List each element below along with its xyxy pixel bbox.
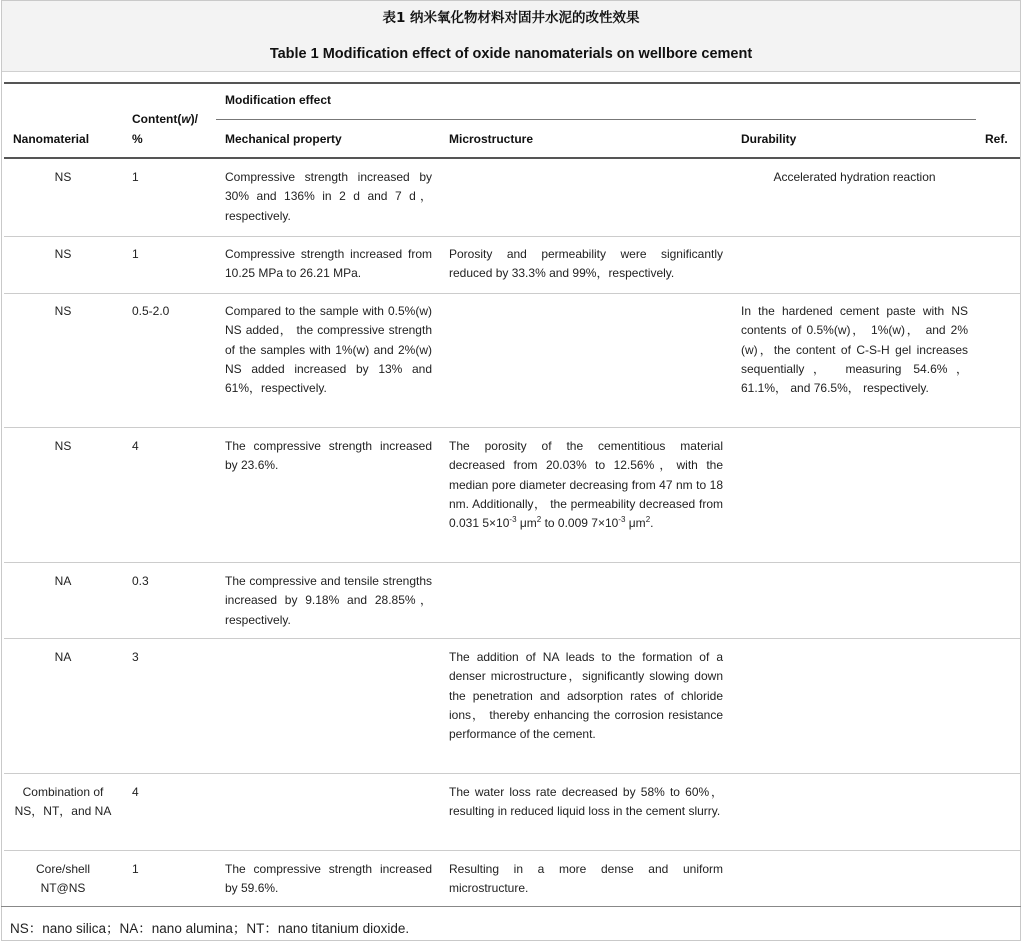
- header-mechanical: Mechanical property: [225, 132, 342, 146]
- row-divider: [4, 562, 1020, 563]
- row6-material: NA: [54, 650, 72, 664]
- table-title-cn: 表1 纳米氧化物材料对固井水泥的改性效果: [382, 10, 640, 26]
- row-divider: [4, 427, 1020, 428]
- row3-mechanical: Compared to the sample with 0.5%(w) NS added， the compressive strength of the samples with 1%(w) and 2%(w) NS added increased by 13% and 61%，respectively.: [225, 304, 432, 396]
- row3-material: NS: [54, 304, 72, 318]
- row7-microstructure: The water loss rate decreased by 58% to 60%，resulting in reduced liquid loss in the cement slurry.: [449, 785, 723, 819]
- row5-mechanical: The compressive and tensile strengths increased by 9.18% and 28.85%，respectively.: [225, 574, 432, 627]
- header-content: Content(w)/: [132, 112, 199, 126]
- row2-mechanical: Compressive strength increased from 10.25 MPa to 26.21 MPa.: [225, 247, 432, 281]
- group-rule: [216, 119, 976, 120]
- row1-content: 1: [132, 170, 139, 184]
- header-ref: Ref.: [985, 132, 1008, 146]
- row2-content: 1: [132, 247, 139, 261]
- row8-material: Core/shell NT@NS: [35, 862, 91, 896]
- bottom-rule: [1, 906, 1021, 907]
- header-rule: [4, 157, 1020, 159]
- header-microstructure: Microstructure: [449, 132, 534, 146]
- row1-durability: Accelerated hydration reaction: [773, 170, 936, 184]
- row7-material: Combination of NS，NT，and NA: [14, 785, 112, 819]
- header-nanomaterial: Nanomaterial: [13, 132, 90, 146]
- row8-microstructure: Resulting in a more dense and uniform microstructure.: [449, 862, 723, 896]
- top-rule: [4, 82, 1020, 84]
- row-divider: [4, 850, 1020, 851]
- row6-microstructure: The addition of NA leads to the formation of a denser microstructure，significantly slowing down the penetration and adsorption rates of chloride ions， thereby enhancing the corrosion resistance performance of the cement.: [449, 650, 723, 742]
- row3-content: 0.5-2.0: [132, 304, 170, 318]
- row5-material: NA: [54, 574, 72, 588]
- row-divider: [4, 236, 1020, 237]
- row4-material: NS: [54, 439, 72, 453]
- header-modification: Modification effect: [225, 93, 332, 107]
- row4-mechanical: The compressive strength increased by 23.6%.: [225, 439, 432, 473]
- row8-mechanical: The compressive strength increased by 59.6%.: [225, 862, 432, 896]
- row8-content: 1: [132, 862, 139, 876]
- row7-content: 4: [132, 785, 139, 799]
- row-divider: [4, 293, 1020, 294]
- row3-durability: In the hardened cement paste with NS contents of 0.5%(w)， 1%(w)， and 2%(w)，the content of C-S-H gel increases sequentially， measuring 54.6%， 61.1%， and 76.5%， respectively.: [741, 304, 968, 396]
- row-divider: [4, 773, 1020, 774]
- row6-content: 3: [132, 650, 139, 664]
- header-durability: Durability: [741, 132, 797, 146]
- row5-content: 0.3: [132, 574, 149, 588]
- header-content-unit: %: [132, 132, 143, 146]
- row1-material: NS: [54, 170, 72, 184]
- row-divider: [4, 638, 1020, 639]
- row2-material: NS: [54, 247, 72, 261]
- row4-content: 4: [132, 439, 139, 453]
- table-footnote: NS：nano silica；NA：nano alumina；NT：nano titanium dioxide.: [10, 921, 410, 936]
- caption-band: [2, 1, 1020, 72]
- row2-microstructure: Porosity and permeability were significantly reduced by 33.3% and 99%，respectively.: [449, 247, 723, 281]
- row4-microstructure: The porosity of the cementitious material decreased from 20.03% to 12.56%，with the median pore diameter decreasing from 47 nm to 18 nm. Additionally， the permeability decreased from 0.031 $5\times 10^{-3}$ $\mu m^2$ to 0.009 $7\times 10^{-3}$ $\mu m^2$.: [449, 439, 723, 531]
- row1-mechanical: Compressive strength increased by 30% and 136% in 2 d and 7 d，respectively.: [225, 170, 432, 223]
- table-title-en: Table 1 Modification effect of oxide nanomaterials on wellbore cement: [269, 46, 753, 62]
